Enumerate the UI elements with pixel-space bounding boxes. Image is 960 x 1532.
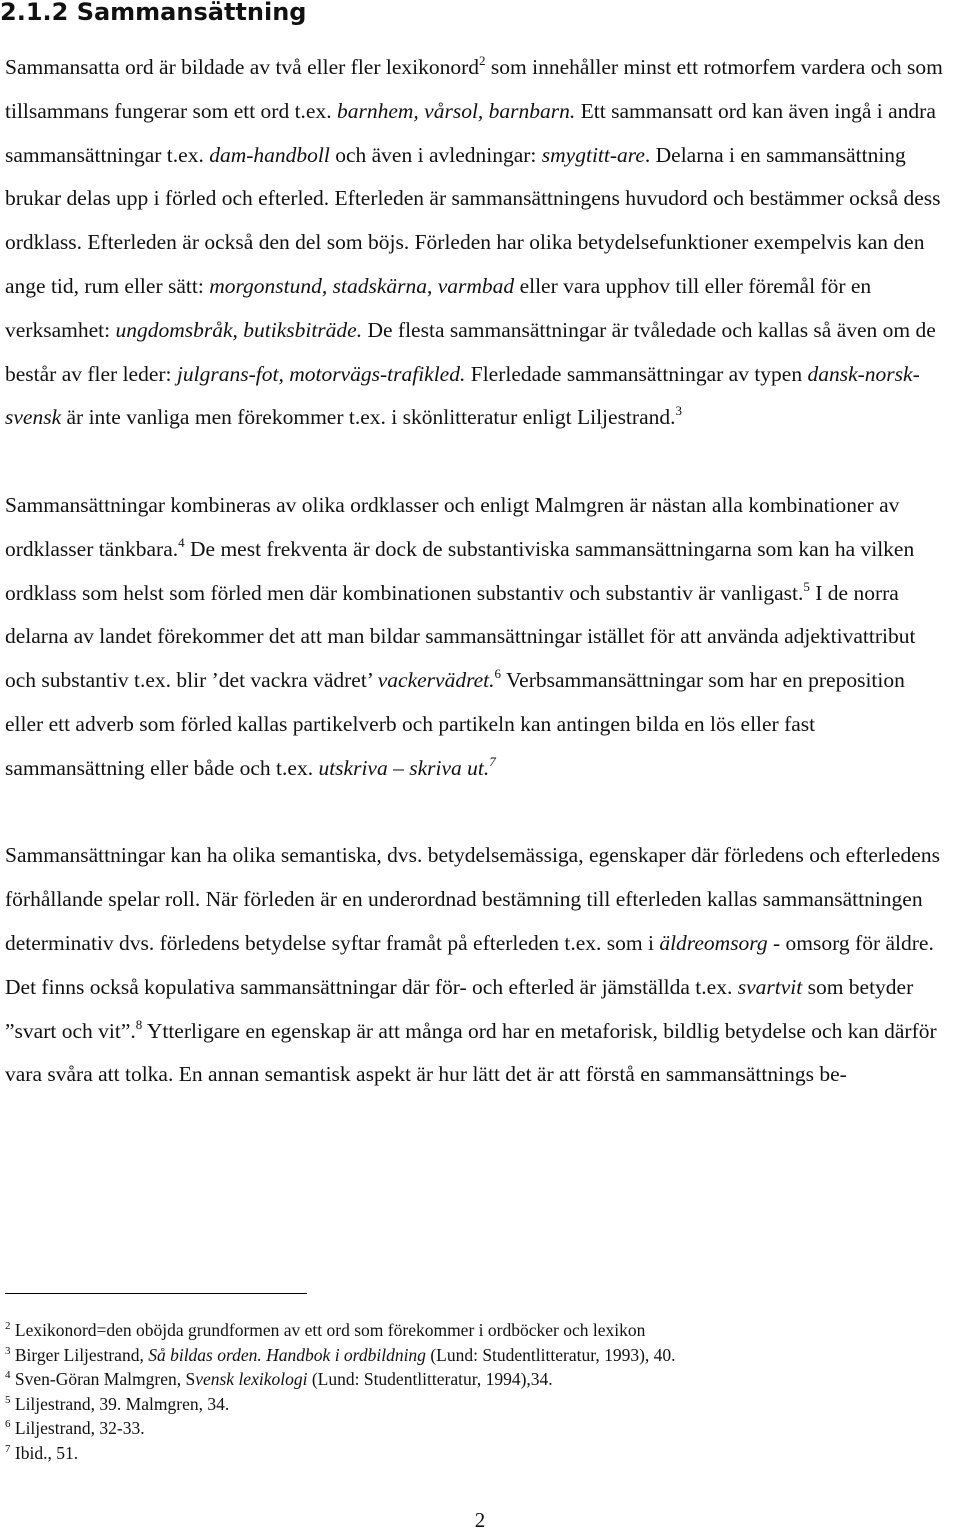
footnote-7 [5, 1441, 905, 1466]
p1-example: morgonstund, stadskärna [209, 273, 427, 298]
footnote-ref: 3 [675, 403, 682, 419]
p1-example: barnhem, vårsol, barnbarn. [336, 98, 576, 123]
p1-example: ungdomsbråk, butiksbiträde. [115, 317, 363, 342]
footnote-ref: 8 [135, 1016, 143, 1032]
p1-text: Ett sammansatt ord kan även ingå i andra sammansättningar t.ex. [5, 98, 936, 167]
p1-example: julgrans-fot, motorvägs-trafikled. [176, 361, 466, 386]
p3-example: svartvit [737, 974, 803, 999]
p1-text: och även i avledningar: [329, 142, 542, 167]
footnote-title: Så bildas orden. Handbok i ordbildning [148, 1344, 426, 1365]
p2-text: I de norra delarna av landet förekommer det att man bildar sammansättningar istället för att använda adjektivattribut och substantiv t.ex. blir ’det vackra vädret’ [5, 580, 916, 693]
page-number: 2 [474, 1508, 486, 1532]
footnote-number: 2 [5, 1320, 11, 1332]
section-heading: 2.1.2 Sammansättning [0, 0, 307, 26]
body-text [5, 46, 943, 1097]
footnote-3 [5, 1343, 905, 1368]
footnote-number: 3 [5, 1344, 11, 1357]
footnote-number: 5 [5, 1393, 11, 1406]
footnote-text: (Lund: Studentlitteratur, 1993), 40. [425, 1344, 676, 1365]
footnote-6 [5, 1416, 905, 1441]
p2-text: Sammansättningar kombineras av olika ordklasser och enligt Malmgren är nästan alla kombinationer av ordklasser tänkbara. [5, 492, 900, 561]
footnote-number: 6 [5, 1418, 11, 1431]
p3-text: Ytterligare en egenskap är att många ord har en metaforisk, bildlig betydelse och kan därför vara svåra att tolka. En annan semantisk aspekt är hur lätt det är att förstå en sammansättnings be- [5, 1018, 937, 1087]
p1-example: dansk-norsk-svensk [5, 361, 920, 430]
p3-text: - omsorg för äldre. Det finns också kopulativa sammansättningar där för- och efterled är jämställda t.ex. [5, 930, 934, 999]
footnote-text: Birger Liljestrand, [14, 1344, 149, 1365]
footnote-ref: 7 [489, 753, 496, 769]
footnote-text: (Lund: Studentlitteratur, 1994),34. [307, 1369, 553, 1390]
footnote-2 [5, 1318, 905, 1343]
footnote-ref: 2 [479, 53, 486, 68]
p1-text: . Delarna i en sammansättning brukar delas upp i förled och efterled. Efterleden är sammansättningens huvudord och bestämmer också dess ordklass. Efterleden är också den del som böjs. Förleden har olika betydelsefunktioner exempelvis kan den ange tid, rum eller sätt: [5, 142, 941, 298]
p1-text: Sammansatta ord är bildade av två eller fler lexikonord [5, 55, 480, 79]
paragraph-3 [5, 834, 943, 1097]
footnote-number: 7 [5, 1442, 11, 1455]
p1-example: smygtitt-are [541, 142, 645, 167]
paragraph-1 [5, 46, 943, 440]
p1-text: är inte vanliga men förekommer t.ex. i skönlitteratur enligt Liljestrand. [61, 405, 676, 430]
footnote-ref: 4 [178, 534, 185, 550]
footnote-ref: 5 [803, 578, 810, 594]
p1-example: dam-handboll [209, 142, 330, 167]
footnote-text: Liljestrand, 32-33. [14, 1418, 145, 1439]
paragraph-2 [5, 484, 943, 791]
p2-text: Verbsammansättningar som har en preposition eller ett adverb som förled kallas partikelverb och partikeln kan antingen bilda en lös eller fast sammansättning eller både och t.ex. [5, 668, 905, 780]
footnote-ref: 6 [494, 666, 502, 682]
p2-example: vackervädret. [377, 668, 495, 693]
p2-example: utskriva – skriva ut. [318, 755, 490, 780]
footnotes [5, 1318, 905, 1466]
p3-text: som betyder ”svart och vit”. [5, 974, 914, 1043]
footnote-title: vensk lexikologi [195, 1369, 308, 1390]
footnote-4 [5, 1367, 905, 1392]
p1-text: De flesta sammansättningar är tvåledade och kallas så även om de består av fler leder: [5, 317, 936, 386]
footnote-separator [5, 1293, 307, 1294]
footnote-text: Lexikonord=den oböjda grundformen av ett ord som förekommer i ordböcker och lexikon [14, 1320, 646, 1340]
p3-example: äldreomsorg [659, 930, 768, 955]
p1-text: eller vara upphov till eller föremål för en verksamhet: [5, 273, 872, 342]
footnote-5 [5, 1392, 905, 1417]
p2-text: De mest frekventa är dock de substantiviska sammansättningarna som kan ha vilken ordklass som helst som förled men där kombinationen substantiv och substantiv är vanligast. [5, 536, 915, 605]
footnote-text: Liljestrand, 39. Malmgren, 34. [14, 1393, 230, 1414]
p1-text: , [427, 273, 438, 298]
footnote-number: 4 [5, 1369, 11, 1382]
p1-example: varmbad [437, 273, 515, 298]
p1-text: Flerledade sammansättningar av typen [465, 361, 808, 386]
footnote-text: Sven-Göran Malmgren, S [14, 1369, 196, 1390]
p1-text: som innehåller minst ett rotmorfem vardera och som tillsammans fungerar som ett ord t.ex. [5, 55, 943, 123]
footnote-text: Ibid., 51. [14, 1442, 79, 1463]
p3-text: Sammansättningar kan ha olika semantiska, dvs. betydelsemässiga, egenskaper där förledens och efterledens förhållande spelar roll. När förleden är en underordnad bestämning till efterleden kallas sammansättningen determinativ dvs. förledens betydelse syftar framåt på efterleden t.ex. som i [5, 843, 940, 955]
